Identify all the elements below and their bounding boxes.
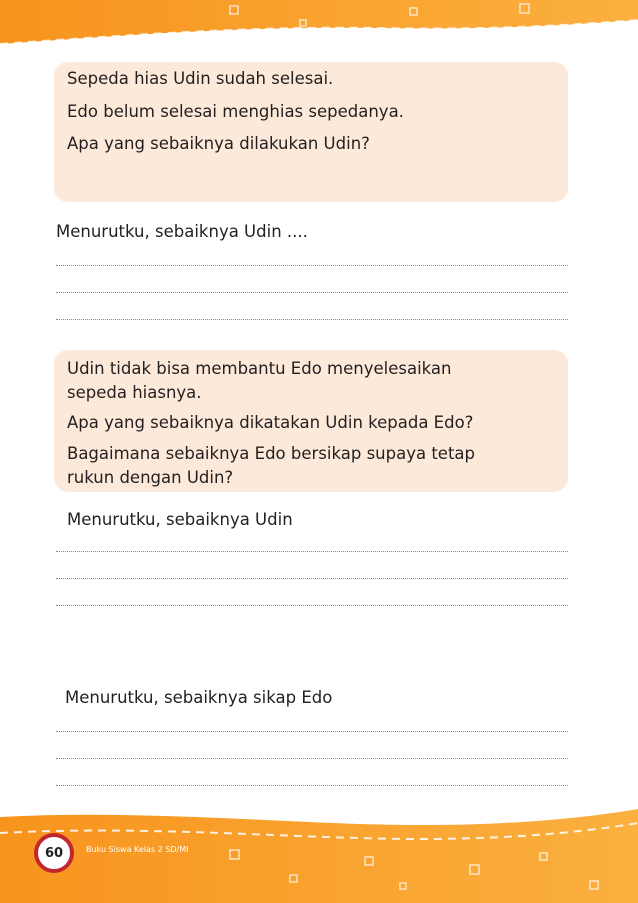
box2-line-1: Udin tidak bisa membantu Edo menyelesaikan: [67, 359, 452, 378]
box1-line-2: Edo belum selesai menghias sepedanya.: [67, 102, 404, 121]
answer-line[interactable]: [56, 319, 568, 320]
page-number-badge: [34, 833, 74, 873]
answer-prompt-2: Menurutku, sebaiknya Udin: [67, 510, 293, 529]
box1-line-1: Sepeda hias Udin sudah selesai.: [67, 69, 334, 88]
answer-line[interactable]: [56, 731, 568, 732]
answer-line[interactable]: [56, 578, 568, 579]
box2-line-4: Bagaimana sebaiknya Edo bersikap supaya tetap: [67, 444, 476, 463]
box1-line-3: Apa yang sebaiknya dilakukan Udin?: [67, 134, 370, 153]
book-title: Buku Siswa Kelas 2 SD/MI: [86, 845, 189, 854]
answer-line[interactable]: [56, 758, 568, 759]
box2-line-5: rukun dengan Udin?: [67, 468, 234, 487]
answer-line[interactable]: [56, 785, 568, 786]
box2-line-2: sepeda hiasnya.: [67, 383, 202, 402]
answer-line[interactable]: [56, 265, 568, 266]
answer-line[interactable]: [56, 292, 568, 293]
answer-prompt-1: Menurutku, sebaiknya Udin ....: [56, 222, 308, 241]
top-banner: [0, 0, 638, 50]
box2-line-3: Apa yang sebaiknya dikatakan Udin kepada Edo?: [67, 413, 474, 432]
answer-line[interactable]: [56, 605, 568, 606]
answer-line[interactable]: [56, 551, 568, 552]
page-number: 60: [44, 845, 64, 861]
answer-prompt-3: Menurutku, sebaiknya sikap Edo: [65, 688, 333, 707]
